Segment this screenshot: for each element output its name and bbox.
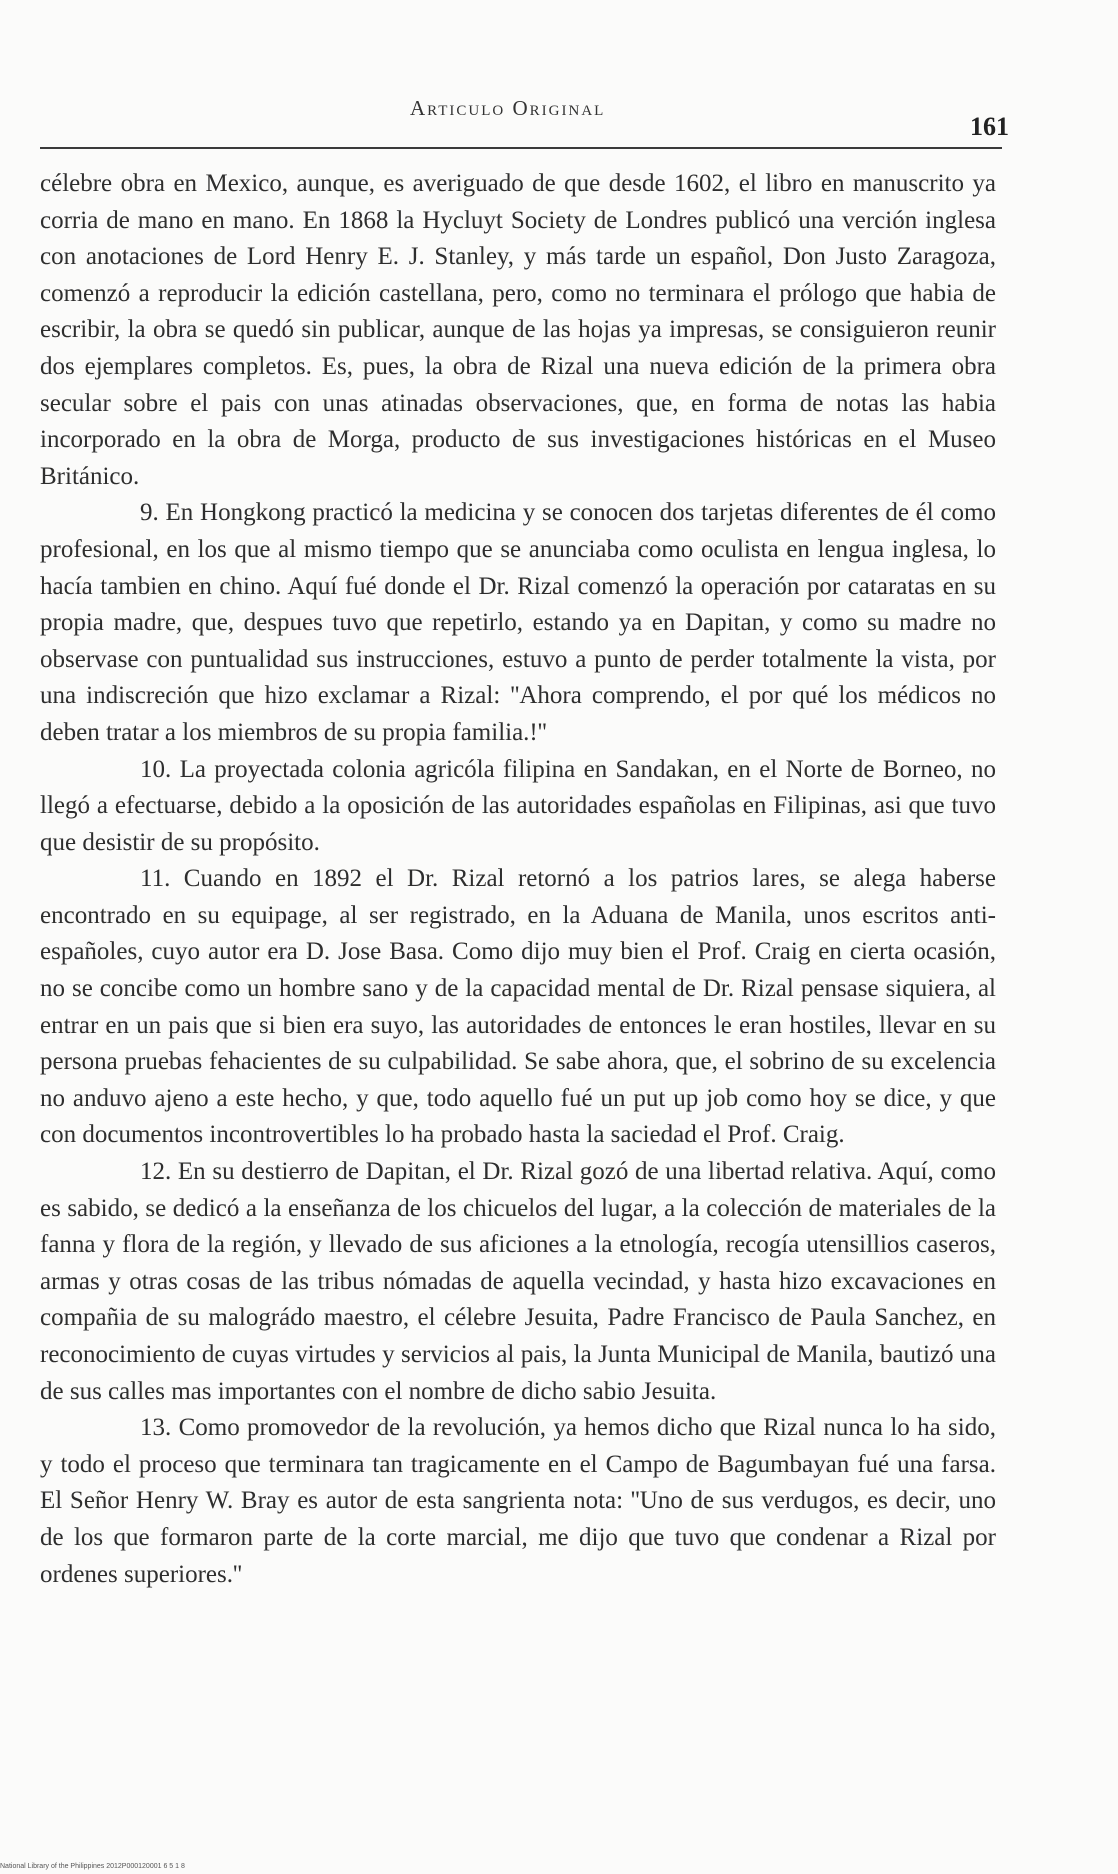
- paragraph-note-10: 10. La proyectada colonia agricóla filipina en Sandakan, en el Norte de Borneo, no llegó a efectuarse, debido a la oposición de las autoridades españolas en Filipinas, asi que tuvo que desistir de su propósito.: [40, 755, 996, 856]
- page-number: 161: [970, 112, 1009, 141]
- paragraph-note-11: 11. Cuando en 1892 el Dr. Rizal retornó a los patrios lares, se alega haberse encontrado en su equipage, al ser registrado, en la Aduana de Manila, unos escritos anti-españoles, cuyo autor era D. Jose Basa. Como dijo muy bien el Prof. Craig en cierta ocasión, no se concibe como un hombre sano y de la capacidad mental de Dr. Rizal pensase siquiera, al entrar en un pais que si bien era suyo, las autoridades de entonces le eran hostiles, llevar en su persona pruebas fehacientes de su culpabilidad. Se sabe ahora, que, el sobrino de su excelencia no anduvo ajeno a este hecho, y que, todo aquello fué un put up job como hoy se dice, y que con documentos incontrovertibles lo ha probado hasta la saciedad el Prof. Craig.: [40, 865, 996, 1149]
- article-body: [40, 166, 996, 1593]
- header-rule: [40, 147, 1002, 149]
- running-title: Articulo Original: [410, 96, 606, 120]
- paragraph-note-13: 13. Como promovedor de la revolución, ya hemos dicho que Rizal nunca lo ha sido, y todo el proceso que terminara tan tragicamente en el Campo de Bagumbayan fué una farsa. El Señor Henry W. Bray es autor de esta sangrienta nota: ''Uno de sus verdugos, es decir, uno de los que formaron parte de la corte marcial, me dijo que tuvo que condenar a Rizal por ordenes superiores.'': [40, 1414, 996, 1588]
- library-credit: National Library of the Philippines 2012P000120001 6 5 1 8: [0, 1863, 185, 1870]
- paragraph-note-12: 12. En su destierro de Dapitan, el Dr. Rizal gozó de una libertad relativa. Aquí, como es sabido, se dedicó a la enseñanza de los chicuelos del lugar, a la colección de materiales de la fanna y flora de la región, y llevado de sus aficiones a la etnología, recogía utensillios caseros, armas y otras cosas de las tribus nómadas de aquella vecindad, y hasta hizo excavaciones en compañia de su malográdo maestro, el célebre Jesuita, Padre Francisco de Paula Sanchez, en reconocimiento de cuyas virtudes y servicios al pais, la Junta Municipal de Manila, bautizó una de sus calles mas importantes con el nombre de dicho sabio Jesuita.: [40, 1158, 996, 1405]
- paragraph-note-9: 9. En Hongkong practicó la medicina y se conocen dos tarjetas diferentes de él como profesional, en los que al mismo tiempo que se anunciaba como oculista en lengua inglesa, lo hacía tambien en chino. Aquí fué donde el Dr. Rizal comenzó la operación por cataratas en su propia madre, que, despues tuvo que repetirlo, estando ya en Dapitan, y como su madre no observase con puntualidad sus instrucciones, estuvo a punto de perder totalmente la vista, por una indiscreción que hizo exclamar a Rizal: ''Ahora comprendo, el por qué los médicos no deben tratar a los miembros de su propia familia.!'': [40, 499, 996, 746]
- paragraph-intro: célebre obra en Mexico, aunque, es averiguado de que desde 1602, el libro en manuscrito ya corria de mano en mano. En 1868 la Hycluyt Society de Londres publicó una verción inglesa con anotaciones de Lord Henry E. J. Stanley, y más tarde un español, Don Justo Zaragoza, comenzó a reproducir la edición castellana, pero, como no terminara el prólogo que habia de escribir, la obra se quedó sin publicar, aunque de las hojas ya impresas, se consiguieron reunir dos ejemplares completos. Es, pues, la obra de Rizal una nueva edición de la primera obra secular sobre el pais con unas atinadas observaciones, que, en forma de notas las habia incorporado en la obra de Morga, producto de sus investigaciones históricas en el Museo Británico.: [40, 170, 996, 490]
